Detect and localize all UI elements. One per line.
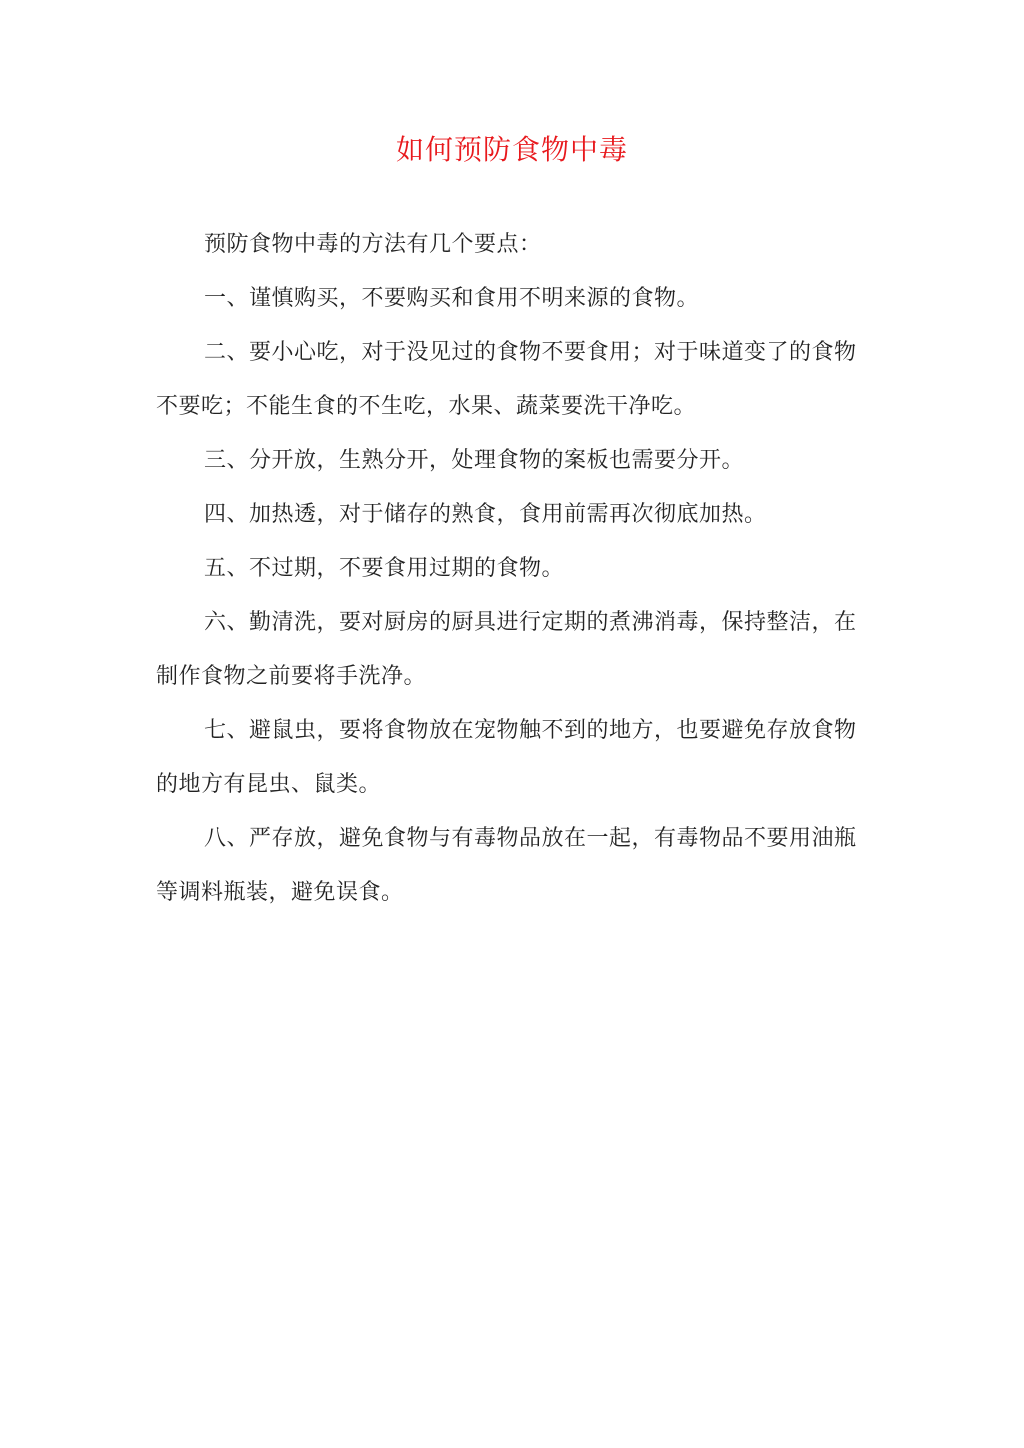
intro-paragraph: 预防食物中毒的方法有几个要点： (204, 232, 542, 257)
point-7-paragraph: 七、避鼠虫，要将食物放在宠物触不到的地方，也要避免存放食物的地方有昆虫、鼠类。 (156, 718, 857, 797)
point-3-paragraph: 三、分开放，生熟分开，处理食物的案板也需要分开。 (204, 448, 745, 473)
point-5-paragraph: 五、不过期，不要食用过期的食物。 (204, 556, 565, 581)
document-body (156, 218, 872, 920)
point-4-paragraph: 四、加热透，对于储存的熟食，食用前需再次彻底加热。 (204, 502, 767, 527)
point-6-paragraph: 六、勤清洗，要对厨房的厨具进行定期的煮沸消毒，保持整洁，在制作食物之前要将手洗净。 (156, 610, 857, 689)
point-8-paragraph: 八、严存放，避免食物与有毒物品放在一起，有毒物品不要用油瓶等调料瓶装，避免误食。 (156, 826, 857, 905)
point-1-paragraph: 一、谨慎购买，不要购买和食用不明来源的食物。 (204, 286, 700, 311)
document-title: 如何预防食物中毒 (395, 133, 628, 166)
point-2-paragraph: 二、要小心吃，对于没见过的食物不要食用；对于味道变了的食物不要吃；不能生食的不生吃，水果、蔬菜要洗干净吃。 (156, 340, 857, 419)
